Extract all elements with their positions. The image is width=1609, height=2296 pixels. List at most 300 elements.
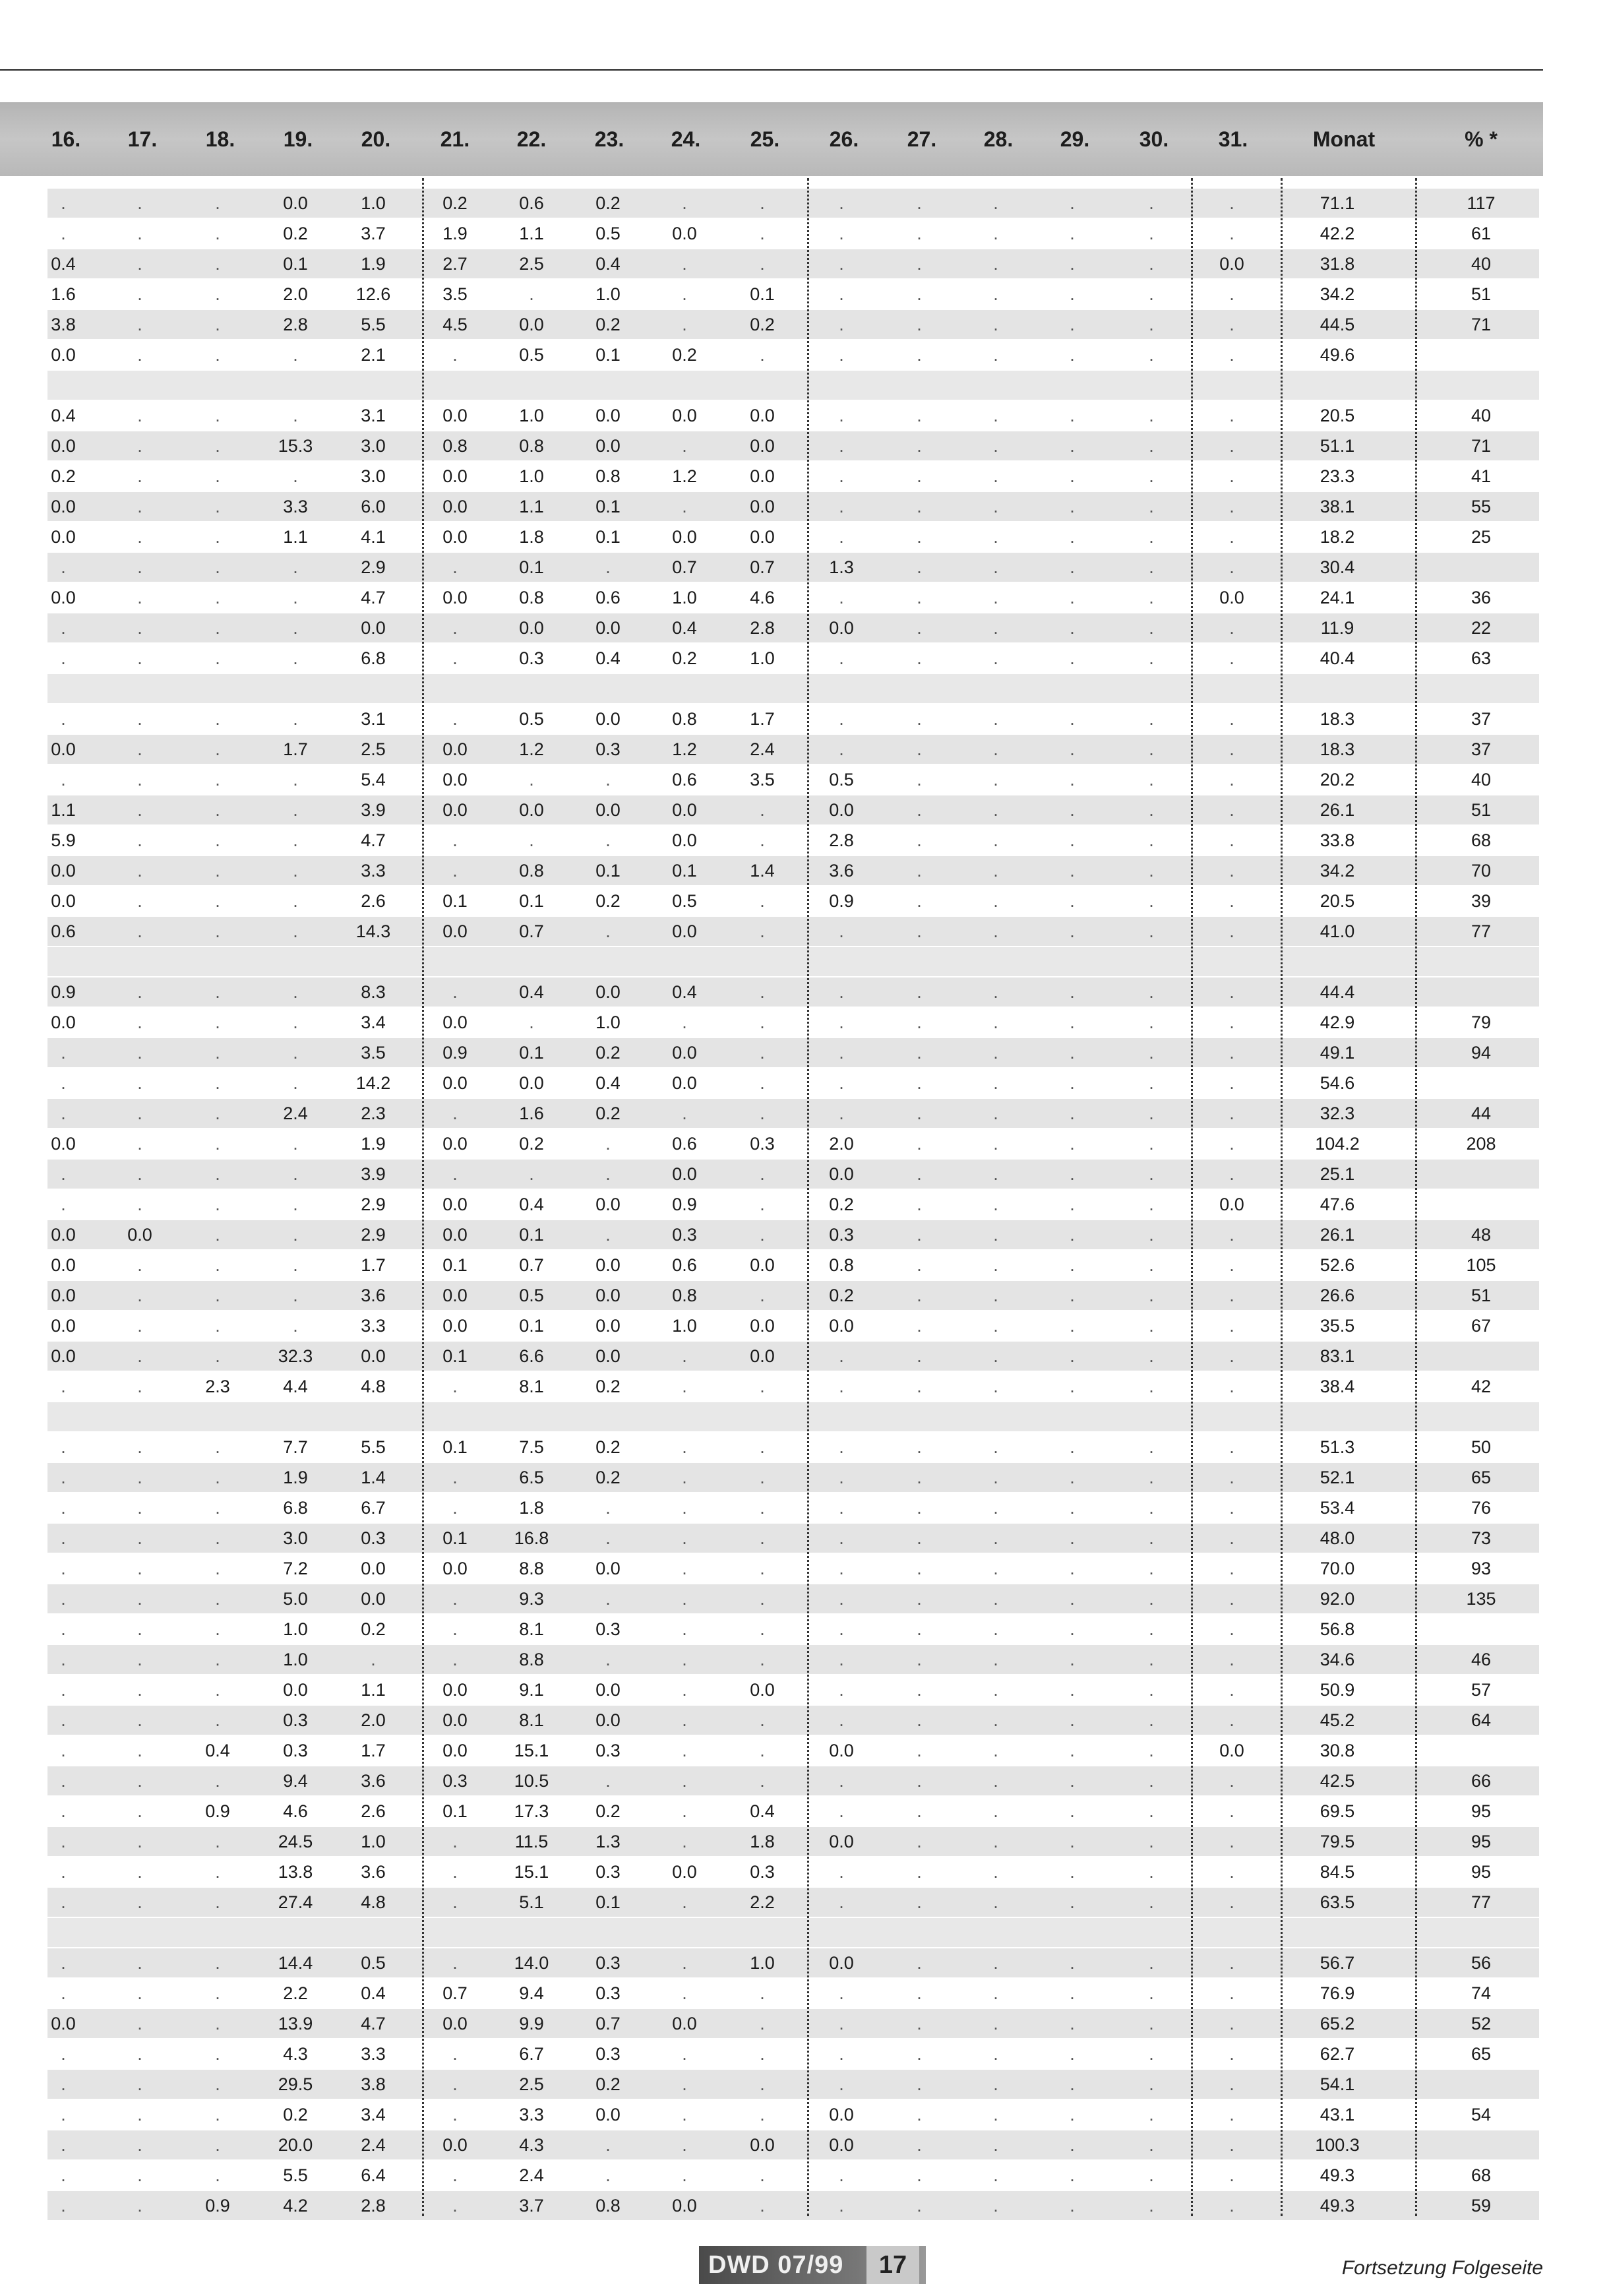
table-cell: 65: [1471, 1468, 1492, 1487]
table-cell: .: [917, 436, 922, 456]
table-cell: .: [993, 497, 998, 516]
table-cell: .: [993, 1316, 998, 1336]
table-cell: .: [137, 1316, 142, 1336]
table-cell: .: [760, 1559, 765, 1578]
table-cell: 0.0: [595, 2105, 621, 2125]
table-cell: 0.0: [595, 800, 621, 820]
table-cell: .: [993, 1650, 998, 1669]
table-cell: .: [61, 224, 66, 243]
table-row: [47, 1433, 1539, 1462]
table-cell: .: [1070, 1377, 1075, 1396]
table-row: [47, 1675, 1539, 1704]
table-cell: 0.1: [672, 861, 697, 881]
table-cell: .: [61, 618, 66, 638]
table-cell: 0.0: [1219, 254, 1244, 274]
table-cell: .: [760, 2196, 765, 2216]
table-cell: 11.5: [514, 1832, 549, 1851]
table-cell: .: [137, 921, 142, 941]
table-row: [47, 977, 1539, 1007]
table-cell: .: [215, 1498, 220, 1518]
table-cell: 0.2: [595, 891, 621, 911]
table-cell: 1.0: [361, 193, 386, 213]
table-cell: 50: [1471, 1437, 1492, 1457]
table-cell: 0.2: [595, 2074, 621, 2094]
table-cell: 0.0: [442, 406, 468, 425]
table-cell: .: [1070, 1680, 1075, 1700]
table-cell: 15.1: [514, 1862, 549, 1882]
table-cell: 71.1: [1320, 193, 1355, 213]
table-row: [47, 1099, 1539, 1128]
table-row: [47, 1736, 1539, 1765]
table-cell: 3.1: [361, 709, 386, 729]
table-cell: .: [839, 193, 844, 213]
table-row: [47, 2009, 1539, 2038]
table-cell: .: [61, 1771, 66, 1791]
table-cell: 0.4: [750, 1801, 775, 1821]
table-cell: .: [605, 1498, 611, 1518]
table-cell: .: [1229, 1346, 1234, 1366]
table-cell: 0.3: [283, 1741, 308, 1760]
table-cell: 0.0: [361, 1559, 386, 1578]
table-cell: 0.3: [442, 1771, 468, 1791]
table-cell: 0.1: [519, 891, 544, 911]
table-cell: .: [215, 224, 220, 243]
table-cell: .: [682, 1892, 687, 1912]
table-cell: .: [1070, 224, 1075, 243]
table-cell: .: [137, 1771, 142, 1791]
table-cell: 0.1: [519, 1043, 544, 1063]
table-cell: .: [682, 2074, 687, 2094]
table-cell: 66: [1471, 1771, 1492, 1791]
table-cell: 4.8: [361, 1377, 386, 1396]
table-cell: .: [605, 1225, 611, 1245]
table-cell: .: [215, 1316, 220, 1336]
table-cell: .: [917, 2014, 922, 2033]
table-cell: 73: [1471, 1528, 1492, 1548]
table-cell: .: [1149, 254, 1154, 274]
table-cell: 0.0: [519, 800, 544, 820]
table-cell: 1.1: [283, 527, 308, 547]
table-cell: 42.2: [1320, 224, 1355, 243]
table-cell: .: [993, 1286, 998, 1305]
table-cell: .: [1070, 2014, 1075, 2033]
table-cell: 1.2: [672, 739, 697, 759]
table-cell: .: [993, 648, 998, 668]
table-cell: 0.3: [361, 1528, 386, 1548]
table-cell: .: [61, 1043, 66, 1063]
table-cell: .: [917, 1801, 922, 1821]
table-cell: .: [1229, 1983, 1234, 2003]
table-row: [47, 2070, 1539, 2099]
column-header: 24.: [671, 127, 701, 151]
table-cell: 0.8: [595, 2196, 621, 2216]
table-cell: .: [1070, 2105, 1075, 2125]
table-cell: .: [1070, 1619, 1075, 1639]
table-cell: 4.3: [519, 2135, 544, 2155]
table-cell: .: [1149, 1437, 1154, 1457]
table-cell: 40: [1471, 254, 1492, 274]
table-cell: .: [293, 618, 298, 638]
table-cell: .: [917, 497, 922, 516]
table-cell: .: [1070, 527, 1075, 547]
table-cell: .: [917, 254, 922, 274]
table-cell: 0.2: [595, 193, 621, 213]
table-cell: .: [1229, 2135, 1234, 2155]
table-row: [47, 1311, 1539, 1340]
table-cell: .: [839, 1680, 844, 1700]
table-cell: 9.3: [519, 1589, 544, 1609]
table-row: [47, 856, 1539, 885]
table-cell: .: [61, 648, 66, 668]
table-cell: .: [1149, 1771, 1154, 1791]
table-cell: .: [993, 1801, 998, 1821]
table-cell: .: [1149, 2014, 1154, 2033]
table-cell: 44.4: [1320, 982, 1355, 1002]
table-cell: .: [293, 1255, 298, 1275]
table-cell: .: [839, 1559, 844, 1578]
table-cell: 61: [1471, 224, 1492, 243]
table-cell: 2.8: [361, 2196, 386, 2216]
table-cell: .: [839, 2044, 844, 2064]
column-header: 26.: [829, 127, 859, 151]
table-cell: .: [682, 497, 687, 516]
table-cell: .: [993, 527, 998, 547]
table-cell: 0.0: [750, 436, 775, 456]
table-cell: 0.5: [672, 891, 697, 911]
table-cell: .: [839, 709, 844, 729]
table-cell: .: [61, 1832, 66, 1851]
table-cell: 0.0: [595, 1255, 621, 1275]
table-cell: 0.2: [283, 224, 308, 243]
table-cell: 18.3: [1320, 709, 1355, 729]
table-cell: .: [605, 1528, 611, 1548]
table-cell: .: [137, 1043, 142, 1063]
table-cell: .: [917, 921, 922, 941]
table-cell: .: [61, 193, 66, 213]
table-cell: .: [1070, 1012, 1075, 1032]
table-cell: 0.1: [442, 1346, 468, 1366]
table-cell: 71: [1471, 315, 1492, 334]
column-header: 16.: [51, 127, 81, 151]
table-cell: .: [452, 861, 458, 881]
table-cell: [1448, 340, 1514, 369]
table-cell: 22: [1471, 618, 1492, 638]
table-cell: 2.9: [361, 1195, 386, 1214]
table-cell: .: [839, 2074, 844, 2094]
table-cell: 42.5: [1320, 1771, 1355, 1791]
table-cell: 0.3: [519, 648, 544, 668]
table-cell: 1.0: [595, 1012, 621, 1032]
table-cell: 0.0: [750, 466, 775, 486]
table-cell: 1.3: [595, 1832, 621, 1851]
table-cell: .: [137, 2135, 142, 2155]
table-cell: 0.3: [595, 1953, 621, 1973]
table-cell: .: [1149, 2165, 1154, 2185]
table-cell: .: [137, 1073, 142, 1093]
table-cell: 0.6: [51, 921, 76, 941]
table-cell: .: [1070, 1650, 1075, 1669]
table-cell: 41: [1471, 466, 1492, 486]
table-cell: 0.0: [829, 2135, 854, 2155]
table-cell: .: [839, 739, 844, 759]
table-cell: .: [137, 1892, 142, 1912]
table-cell: .: [1070, 1528, 1075, 1548]
table-cell: .: [839, 1012, 844, 1032]
table-cell: .: [452, 830, 458, 850]
table-cell: .: [215, 1103, 220, 1123]
table-cell: .: [917, 1195, 922, 1214]
table-row: [47, 492, 1539, 521]
table-cell: 34.6: [1320, 1650, 1355, 1669]
table-cell: .: [1149, 315, 1154, 334]
table-row: [47, 886, 1539, 915]
table-cell: 0.0: [672, 1862, 697, 1882]
table-cell: 4.4: [283, 1377, 308, 1396]
table-cell: 0.0: [442, 466, 468, 486]
table-cell: .: [1229, 1012, 1234, 1032]
table-cell: 68: [1471, 830, 1492, 850]
table-cell: 34.2: [1320, 284, 1355, 304]
table-cell: .: [61, 557, 66, 577]
table-cell: 0.3: [829, 1225, 854, 1245]
table-cell: .: [993, 1892, 998, 1912]
table-cell: .: [452, 1832, 458, 1851]
table-cell: .: [993, 406, 998, 425]
table-cell: .: [839, 1437, 844, 1457]
table-cell: .: [452, 1103, 458, 1123]
table-row: [47, 1342, 1539, 1371]
table-cell: .: [993, 1589, 998, 1609]
table-cell: .: [917, 1710, 922, 1730]
table-cell: .: [137, 2105, 142, 2125]
table-cell: .: [993, 1164, 998, 1184]
table-cell: .: [452, 1498, 458, 1518]
table-cell: .: [760, 1619, 765, 1639]
table-cell: .: [1229, 739, 1234, 759]
table-row: [47, 310, 1539, 339]
table-cell: 100.3: [1315, 2135, 1360, 2155]
table-cell: .: [1149, 1073, 1154, 1093]
table-cell: .: [137, 1164, 142, 1184]
table-row: [47, 1463, 1539, 1492]
table-cell: 0.0: [442, 1710, 468, 1730]
table-cell: 0.2: [595, 1437, 621, 1457]
table-cell: .: [917, 739, 922, 759]
table-cell: .: [452, 618, 458, 638]
column-header: Monat: [1312, 127, 1376, 151]
table-cell: .: [215, 1953, 220, 1973]
table-cell: .: [839, 254, 844, 274]
table-cell: .: [1149, 1195, 1154, 1214]
table-cell: 48.0: [1320, 1528, 1355, 1548]
table-cell: .: [137, 2014, 142, 2033]
table-cell: .: [1070, 1437, 1075, 1457]
table-cell: 3.6: [829, 861, 854, 881]
table-cell: 0.0: [595, 436, 621, 456]
table-cell: .: [1229, 618, 1234, 638]
table-cell: .: [1149, 224, 1154, 243]
table-cell: .: [215, 1468, 220, 1487]
table-row: [47, 1827, 1539, 1856]
table-cell: .: [137, 1619, 142, 1639]
column-divider: [1281, 178, 1283, 2216]
table-cell: 42: [1471, 1377, 1492, 1396]
table-cell: .: [839, 1619, 844, 1639]
table-cell: .: [1229, 1377, 1234, 1396]
table-cell: 0.0: [51, 436, 76, 456]
table-cell: 0.0: [750, 1346, 775, 1366]
table-cell: .: [917, 1559, 922, 1578]
table-row: [47, 340, 1539, 369]
table-cell: .: [682, 1983, 687, 2003]
table-cell: 11.9: [1320, 618, 1354, 638]
table-cell: .: [1070, 497, 1075, 516]
table-cell: .: [1149, 1953, 1154, 1973]
table-cell: .: [215, 588, 220, 607]
table-cell: .: [993, 1710, 998, 1730]
table-cell: 0.2: [829, 1195, 854, 1214]
table-row: [47, 917, 1539, 946]
table-cell: 54.6: [1320, 1073, 1355, 1093]
table-cell: .: [137, 1255, 142, 1275]
table-cell: .: [215, 2165, 220, 2185]
table-cell: .: [1149, 1832, 1154, 1851]
table-cell: .: [1070, 2074, 1075, 2094]
table-cell: .: [682, 254, 687, 274]
table-cell: .: [1070, 1316, 1075, 1336]
column-header: 20.: [361, 127, 391, 151]
table-cell: .: [529, 284, 534, 304]
table-cell: .: [760, 1468, 765, 1487]
table-cell: .: [1149, 557, 1154, 577]
table-cell: .: [993, 1983, 998, 2003]
table-cell: .: [1229, 982, 1234, 1002]
table-cell: .: [61, 1619, 66, 1639]
table-cell: 8.8: [519, 1559, 544, 1578]
table-cell: 0.0: [595, 618, 621, 638]
table-cell: .: [917, 345, 922, 365]
table-cell: .: [917, 1619, 922, 1639]
table-cell: .: [917, 1225, 922, 1245]
table-cell: .: [1149, 193, 1154, 213]
table-cell: .: [215, 1528, 220, 1548]
table-cell: .: [1070, 1710, 1075, 1730]
table-cell: .: [137, 1801, 142, 1821]
table-cell: .: [529, 770, 534, 790]
table-cell: 0.4: [51, 254, 76, 274]
table-cell: .: [61, 1103, 66, 1123]
issue-label: DWD 07/99: [708, 2251, 844, 2279]
table-cell: 30.4: [1320, 557, 1355, 577]
table-row: [47, 1554, 1539, 1583]
table-cell: .: [993, 2165, 998, 2185]
table-cell: .: [137, 254, 142, 274]
table-row: [47, 1129, 1539, 1158]
table-cell: 65: [1471, 2044, 1492, 2064]
table-cell: .: [1229, 1073, 1234, 1093]
table-cell: 0.2: [595, 1801, 621, 1821]
table-cell: 44.5: [1320, 315, 1355, 334]
table-cell: .: [917, 1286, 922, 1305]
table-cell: .: [917, 800, 922, 820]
table-cell: .: [993, 1255, 998, 1275]
table-cell: 0.6: [672, 1255, 697, 1275]
table-row: [47, 1766, 1539, 1795]
column-divider: [807, 178, 809, 2216]
table-cell: 1.1: [361, 1680, 386, 1700]
table-cell: 0.2: [829, 1286, 854, 1305]
table-cell: .: [1149, 1559, 1154, 1578]
table-row: [47, 2191, 1539, 2220]
table-cell: 17.3: [514, 1801, 549, 1821]
table-cell: .: [917, 1346, 922, 1366]
table-cell: 0.0: [595, 1286, 621, 1305]
table-cell: .: [993, 1195, 998, 1214]
table-cell: .: [760, 1771, 765, 1791]
table-cell: [1448, 2070, 1514, 2099]
column-header: 21.: [440, 127, 470, 151]
table-row: [47, 2039, 1539, 2068]
table-cell: .: [61, 1073, 66, 1093]
table-cell: 0.0: [829, 1832, 854, 1851]
table-cell: 38.1: [1320, 497, 1355, 516]
table-cell: .: [1229, 1286, 1234, 1305]
column-header: 30.: [1139, 127, 1169, 151]
table-cell: 4.7: [361, 588, 386, 607]
table-cell: 0.0: [442, 739, 468, 759]
table-cell: 0.1: [442, 1801, 468, 1821]
table-cell: .: [605, 2165, 611, 2185]
table-row: [47, 219, 1539, 248]
table-cell: 0.9: [829, 891, 854, 911]
table-cell: [1448, 1342, 1514, 1371]
table-cell: .: [293, 648, 298, 668]
table-cell: .: [917, 1862, 922, 1882]
table-cell: .: [760, 1710, 765, 1730]
table-cell: 0.0: [672, 2014, 697, 2033]
table-cell: 6.0: [361, 497, 386, 516]
table-cell: 0.0: [829, 1741, 854, 1760]
table-cell: 0.3: [283, 1710, 308, 1730]
table-row: [47, 1038, 1539, 1067]
table-cell: .: [760, 891, 765, 911]
table-cell: 0.4: [51, 406, 76, 425]
table-cell: .: [917, 284, 922, 304]
table-cell: 0.8: [519, 436, 544, 456]
table-row: [47, 765, 1539, 794]
table-cell: .: [1070, 254, 1075, 274]
table-cell: 2.0: [283, 284, 308, 304]
table-cell: 3.4: [361, 1012, 386, 1032]
table-cell: .: [993, 1832, 998, 1851]
table-cell: 0.3: [595, 739, 621, 759]
table-cell: 0.0: [51, 1012, 76, 1032]
table-cell: 1.9: [361, 254, 386, 274]
table-cell: .: [993, 224, 998, 243]
table-cell: .: [682, 284, 687, 304]
table-cell: .: [293, 921, 298, 941]
table-cell: 45.2: [1320, 1710, 1355, 1730]
table-cell: 0.5: [519, 345, 544, 365]
table-cell: 0.0: [750, 527, 775, 547]
table-row: [47, 1857, 1539, 1886]
table-cell: 4.6: [283, 1801, 308, 1821]
table-cell: .: [993, 1468, 998, 1487]
table-cell: 5.5: [361, 315, 386, 334]
table-cell: .: [215, 1195, 220, 1214]
table-cell: .: [215, 2044, 220, 2064]
table-cell: .: [137, 497, 142, 516]
